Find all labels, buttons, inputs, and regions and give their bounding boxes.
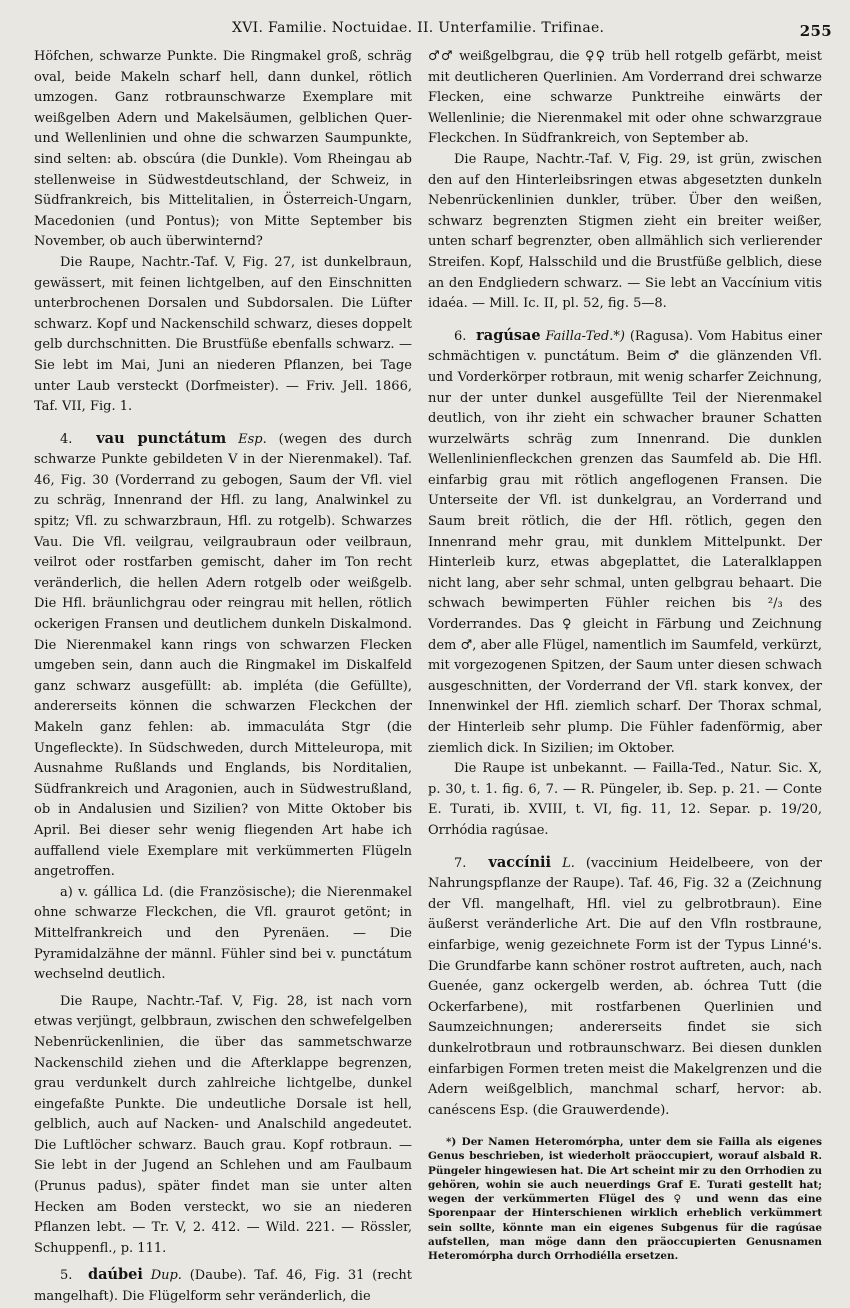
species-description: (Daube). Taf. 46, Fig. 31 (recht mangelhaft). Die Flügelform sehr veränderlich, die [34, 1268, 413, 1305]
paragraph-daubei-cont: ♂♂ weißgelbgrau, die ♀♀ trüb hell rotgelb gefärbt, meist mit deutlicheren Querlinien. Am Vorderrand drei schwarze Flecken, eine schwarze Punktreihe einwärts der Wellenlinie; die Nierenmakel mit oder ohne schwarzgraue Fleckchen. In Südfrankreich, von September ab. [428, 49, 822, 147]
species-description: (vaccinium Heidelbeere, von der Nahrungspflanze der Raupe). Taf. 46, Fig. 32 a (Zeichnung der Vfl. mangelhaft, Hfl. viel zu gelbrotbraun). Eine äußerst veränderliche Art. Die auf den Vfln rostbraune, einfarbige, wenig gezeichnete Form ist der Typus Linné's. Die Grundfarbe kann schöner rostrot auftreten, auch, nach Guenée, ganz ockergelb werden, ab. óchrea Tutt (die Ockerfarbene), mit rostfarbenen Querlinien und Saumzeichnungen; andererseits findet sie sich dunkelrotbraun und rotbraunschwarz. Bei diesen dunklen einfarbigen Formen treten meist die Makelgrenzen und die Adern weißgelblich, manchmal scharf, hervor: ab. canéscens Esp. (die Grauwerdende). [428, 855, 822, 1118]
species-name: ragúsae [476, 326, 541, 344]
species-entry-daubei [34, 1265, 412, 1307]
species-name: vaccínii [488, 853, 552, 871]
species-name: daúbei [87, 1266, 143, 1284]
running-title: XVI. Familie. Noctuidae. II. Unterfamilie. Trifinae. [232, 20, 605, 36]
species-number: 7. [454, 855, 467, 871]
paragraph-raupe-3: Die Raupe, Nachtr.-Taf. V, Fig. 29, ist grün, zwischen den auf den Hinterleibsringen etwas abgesetzten dunkeln Nebenrückenlinien dunkler, trüber. Über den weißen, schwarz begrenzten Stigmen zieht ein breiter weißer, unten scharf begrenzter, oben allmählich sich verlierender Streifen. Kopf, Halsschild und die Brustfüße gelblich, diese an den Endgliedern schwarz. — Sie lebt an Vaccínium vitis idaéa. — Mill. Ic. II, pl. 52, fig. 5—8. [428, 151, 822, 312]
paragraph-obscura: Höfchen, schwarze Punkte. Die Ringmakel groß, schräg oval, beide Makeln scharf hell, dann dunkel, rötlich umzogen. Ganz rotbraunschwarze Exemplare mit weißgelben Adern und Makelsäumen, gelblichen Quer- und Wellenlinien und ohne die schwarzen Saumpunkte, sind selten: ab. obscúra (die Dunkle). Vom Rheingau ab stellenweise in Südwestdeutschland, der Schweiz, in Südfrankreich, bis Mittelitalien, in Österreich-Ungarn, Macedonien (und Pontus); von Mitte September bis November, ob auch überwinternd? [34, 49, 412, 250]
paragraph-raupe-4: Die Raupe ist unbekannt. — Failla-Ted., Natur. Sic. X, p. 30, t. 1. fig. 6, 7. — R. Püngeler, ib. Sep. p. 21. — Conte E. Turati, ib. XVIII, t. VI, fig. 11, 12. Separ. p. 19/20, Orrhódia ragúsae. [428, 761, 822, 838]
species-entry-ragusae [428, 326, 822, 759]
species-author: Dup. [150, 1268, 182, 1284]
species-entry-vau-punctatum [34, 429, 412, 883]
species-author: L. [562, 855, 575, 871]
species-number: 6. [454, 328, 467, 344]
paragraph-variety-gallica: a) v. gállica Ld. (die Französische); die Nierenmakel ohne schwarze Fleckchen, die Vfl. graurot getönt; in Mittelfrankreich und den Pyrenäen. — Die Pyramidalzähne der männl. Fühler sind bei v. punctátum wechselnd deutlich. [34, 884, 412, 983]
species-author: Esp. [238, 431, 267, 447]
species-description: (wegen des durch schwarze Punkte gebildeten V in der Nierenmakel). Taf. 46, Fig. 30 (Vorderrand zu gebogen, Saum der Vfl. viel zu schräg, Innenrand der Hfl. zu lang, Analwinkel zu spitz; Vfl. zu schwarzbraun, Hfl. zu rotgelb). Schwarzes Vau. Die Vfl. veilgrau, veilgraubraun oder veilbraun, veilrot oder rostfarben gemischt, daher im Ton recht veränderlich, die hellen Adern rotgelb oder weißgelb. Die Hfl. bräunlichgrau oder reingrau mit hellen, rötlich ockerigen Fransen und deutlichem dunkeln Diskalmond. Die Nierenmakel kann rings von schwarzen Flecken umgeben sein, dann auch die Ringmakel im Diskalfeld ganz schwarz ausgefüllt: ab. impléta (die Gefüllte), andererseits können die schwarzen Fleckchen der Makeln ganz fehlen: ab. immaculáta Stgr (die Ungefleckte). In Südschweden, durch Mitteleuropa, mit Ausnahme Rußlands und Englands, bis Norditalien, Südfrankreich und Aragonien, auch in Südwestrußland, ob in Andalusien und Sizilien? von Mitte Oktober bis April. Bei dieser sehr wenig fliegenden Art habe ich auffallend viele Exemplare mit verkümmerten Flügeln angetroffen. [34, 431, 413, 880]
species-number: 4. [60, 431, 73, 447]
species-description: (Ragusa). Vom Habitus einer schmächtigen v. punctátum. Beim ♂ die glänzenden Vfl. und Vorderkörper rotbraun, mit wenig scharfer Zeichnung, nur der unter dunkel ausgefüllte Teil der Nierenmakel deutlich, von ihr zieht ein schwacher brauner Schatten wurzelwärts schräg zum Innenrand. Die dunklen Wellenlinienfleckchen grenzen das Saumfeld ab. Die Hfl. einfarbig grau mit rötlich angeflogenen Fransen. Die Unterseite der Vfl. ist dunkelgrau, an Vorderrand und Saum breit rötlich, die der Hfl. rötlich, gegen den Innenrand mehr grau, mit dunklem Mittelpunkt. Der Hinterleib kurz, etwas abgeplattet, die Lateralklappen nicht lang, aber sehr schmal, unten gelbgrau behaart. Die schwach bewimperten Fühler reichen bis ²/₃ des Vorderrandes. Das ♀ gleicht in Färbung und Zeichnung dem ♂, aber alle Flügel, namentlich im Saumfeld, verkürzt, mit vorgezogenen Spitzen, der Saum unter diesen schwach ausgeschnitten, der Vorderrand der Vfl. stark konvex, der Innenwinkel der Hfl. ziemlich scharf. Der Thorax schmal, der Hinterleib sehr plump. Die Fühler fadenförmig, aber ziemlich dick. In Sizilien; im Oktober. [428, 328, 822, 756]
paragraph-raupe-2: Die Raupe, Nachtr.-Taf. V, Fig. 28, ist nach vorn etwas verjüngt, gelbbraun, zwischen den schwefelgelben Nebenrückenlinien, die über das sammetschwarze Nackenschild ziehen und die Afterklappe begrenzen, grau verdunkelt durch zahlreiche lichtgelbe, dunkel eingefaßte Punkte. Die undeutliche Dorsale ist hell, gelblich, auch auf Nacken- und Analschild angedeutet. Die Luftlöcher schwarz. Bauch grau. Kopf rotbraun. — Sie lebt in der Jugend an Schlehen und am Faulbaum (Prunus padus), später findet man sie unter alten Hecken am Boden versteckt, wo sie an niederen Pflanzen lebt. — Tr. V, 2. 412. — Wild. 221. — Rössler, Schuppenfl., p. 111. [34, 993, 412, 1256]
left-column [34, 47, 412, 1308]
footnote: *) Der Namen Heteromórpha, unter dem sie Failla als eigenes Genus beschrieben, ist wiederholt präoccupiert, worauf alsbald R. Püngeler hingewiesen hat. Die Art scheint mir zu den Orrhodien zu gehören, wohin sie auch neuerdings Graf E. Turati gestellt hat; wegen der verkümmerten Flügel des ♀ und wenn das eine Sporenpaar der Hinterschienen wirklich erheblich verkümmert sein sollte, könnte man ein eigenes Subgenus für die ragúsae aufstellen, man möge dann den präoccupierten Genusnamen Heteromórpha durch Orrhodiélla ersetzen. [428, 1136, 822, 1262]
species-name: vau punctátum [96, 429, 227, 447]
right-column [428, 47, 822, 1263]
species-entry-vaccinii [428, 853, 822, 1122]
species-number: 5. [60, 1268, 73, 1284]
page-header [0, 20, 850, 44]
species-author: Failla-Ted.*) [545, 328, 625, 344]
page-number: 255 [799, 22, 832, 40]
paragraph-raupe-1: Die Raupe, Nachtr.-Taf. V, Fig. 27, ist dunkelbraun, gewässert, mit feinen lichtgelben, auf den Einschnitten unterbrochenen Dorsalen und Subdorsalen. Die Lüfter schwarz. Kopf und Nackenschild schwarz, dieses doppelt gelb durchschnitten. Die Brustfüße ebenfalls schwarz. — Sie lebt im Mai, Juni an niederen Pflanzen, bei Tage unter Laub versteckt (Dorfmeister). — Friv. Jell. 1866, Taf. VII, Fig. 1. [34, 254, 412, 415]
